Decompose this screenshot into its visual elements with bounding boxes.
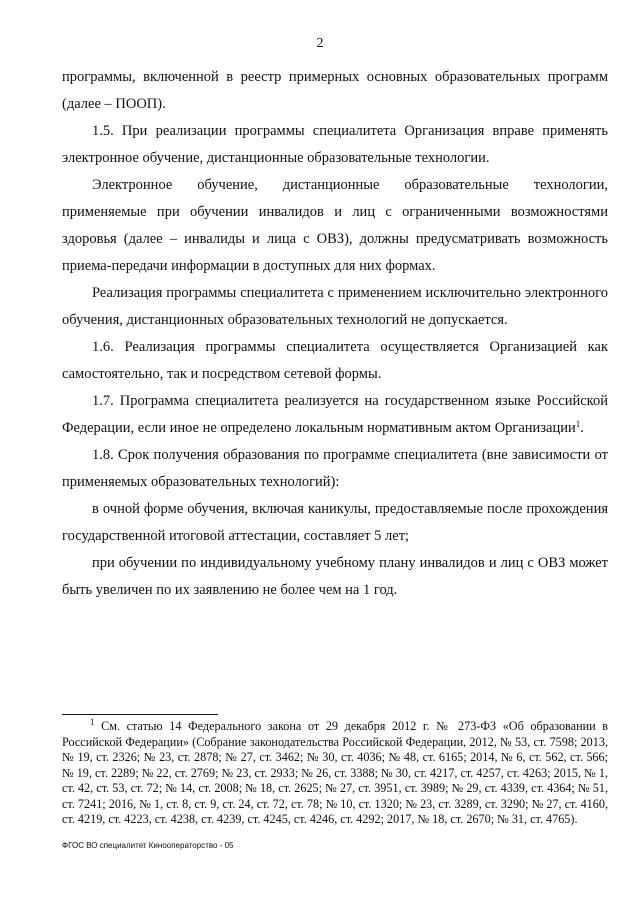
- paragraph-full-time: в очной форме обучения, включая каникулы, предоставляемые после прохождения государственной итоговой аттестации, составляет 5 лет;: [62, 501, 608, 544]
- paragraph-e-learning-ovz: Электронное обучение, дистанционные образовательные технологии, применяемые при обучении инвалидов и лиц с ограниченными возможностями здоровья (далее – инвалиды и лица с ОВЗ), должны предусматривать возможность приема-передачи информации в доступных для них формах.: [62, 177, 608, 274]
- footer-note: ФГОС ВО специалитет Кинооператорство - 05: [62, 841, 234, 850]
- footnote-marker: 1: [90, 717, 95, 727]
- paragraph-1-7-end: .: [580, 420, 584, 436]
- footnote-1-text: См. статью 14 Федерального закона от 29 декабря 2012 г. № 273-ФЗ «Об образовании в Российской Федерации» (Собрание законодательства Российской Федерации, 2012, № 53, ст. 7598; 2013, № 19, ст. 2326; № 23, ст. 2878; № 27, ст. 3462; № 30, ст. 4036; № 48, ст. 6165; 2014, № 6, ст. 562, ст. 566; № 19, ст. 2289; № 22, ст. 2769; № 23, ст. 2933; № 26, ст. 3388; № 30, ст. 4217, ст. 4257, ст. 4263; 2015, № 1, ст. 42, ст. 53, ст. 72; № 14, ст. 2008; № 18, ст. 2625; № 27, ст. 3951, ст. 3989; № 29, ст. 4339, ст. 4364; № 51, ст. 7241; 2016, № 1, ст. 8, ст. 9, ст. 24, ст. 72, ст. 78; № 10, ст. 1320; № 23, ст. 3289, ст. 3290; № 27, ст. 4160, ст. 4219, ст. 4223, ст. 4238, ст. 4239, ст. 4245, ст. 4246, ст. 4292; 2017, № 18, ст. 2670; № 31, ст. 4765).: [62, 719, 609, 826]
- footnotes: [62, 719, 608, 828]
- paragraph-1-6: 1.6. Реализация программы специалитета осуществляется Организацией как самостоятельно, так и посредством сетевой формы.: [62, 339, 608, 382]
- paragraph-poop: программы, включенной в реестр примерных основных образовательных программ (далее – ПООП).: [62, 69, 608, 112]
- document-body: [62, 64, 608, 604]
- paragraph-1-8: 1.8. Срок получения образования по программе специалитета (вне зависимости от применяемых образовательных технологий):: [62, 447, 608, 490]
- footnote-separator: [62, 714, 218, 715]
- footnote-reference: 1: [575, 419, 581, 429]
- paragraph-e-learning-exclusive: Реализация программы специалитета с применением исключительно электронного обучения, дистанционных образовательных технологий не допускается.: [62, 285, 608, 328]
- paragraph-individual-plan: при обучении по индивидуальному учебному плану инвалидов и лиц с ОВЗ может быть увеличен по их заявлению не более чем на 1 год.: [62, 555, 608, 598]
- paragraph-1-7-text: 1.7. Программа специалитета реализуется на государственном языке Российской Федерации, если иное не определено локальным нормативным актом Организации: [62, 393, 608, 436]
- paragraph-1-7: [62, 388, 608, 442]
- page-number: 2: [316, 36, 324, 51]
- footnote-1: [62, 719, 608, 828]
- paragraph-1-5: 1.5. При реализации программы специалитета Организация вправе применять электронное обучение, дистанционные образовательные технологии.: [62, 123, 608, 166]
